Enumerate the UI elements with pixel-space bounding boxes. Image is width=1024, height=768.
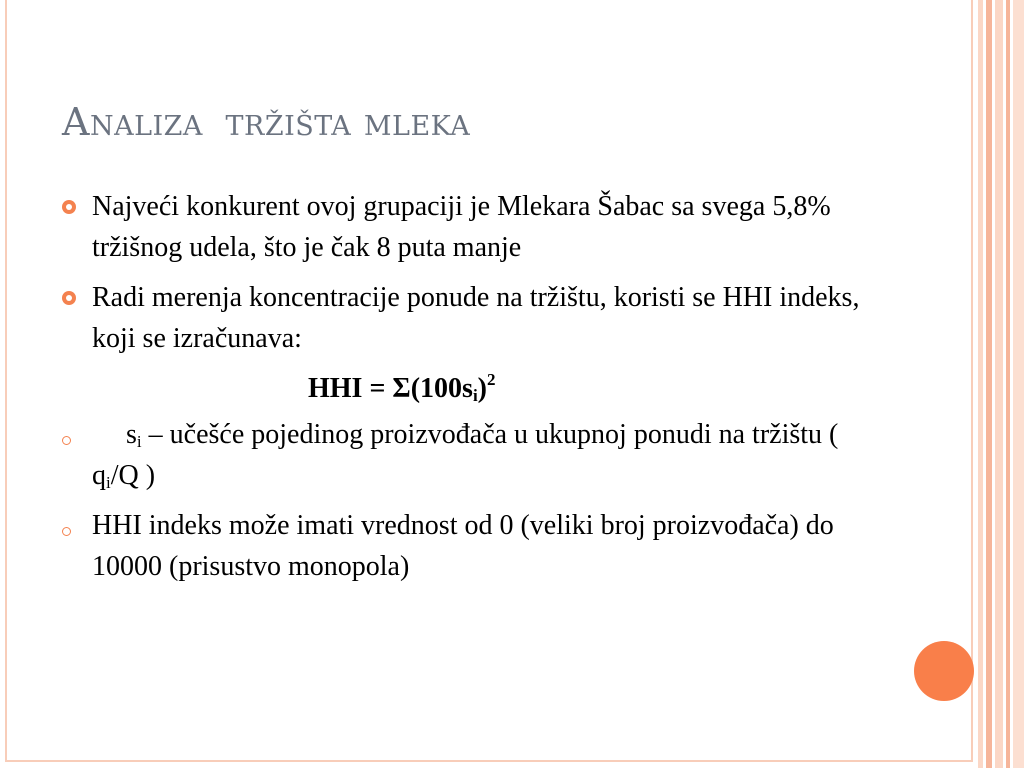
slide-content xyxy=(62,186,892,596)
bullet-ring-icon xyxy=(62,436,71,445)
bullet-text: HHI indeks može imati vrednost od 0 (veliki broj proizvođača) do 10000 (prisustvo monopola) xyxy=(92,510,834,582)
sub-bullet-item-1: $s_i$ – učešće pojedinog proizvođača u ukupnoj ponudi na tržištu ( $q_i/Q$ ) xyxy=(62,414,892,496)
bullet-ring-icon xyxy=(62,527,71,536)
bullet-text: Radi merenja koncentracije ponude na tržištu, koristi se HHI indeks, koji se izračunava: xyxy=(92,282,860,354)
sub-bullet-item-2 xyxy=(62,505,892,587)
decorative-circle-icon xyxy=(914,641,974,701)
title-word-1: Analiza xyxy=(62,100,203,144)
title-word-2: tržišta mleka xyxy=(225,100,471,144)
bullet-text: Najveći konkurent ovoj grupaciji je Mlekara Šabac sa svega 5,8% tržišnog udela, što je čak 8 puta manje xyxy=(92,191,831,263)
bullet-disc-icon xyxy=(62,291,76,305)
bullet-disc-icon xyxy=(62,200,76,214)
decorative-stripes xyxy=(978,0,1024,768)
slide-title xyxy=(62,100,470,144)
bullet-item-1 xyxy=(62,186,892,268)
bullet-item-2 xyxy=(62,277,892,359)
hhi-formula: HHI = $\Sigma(100s_i)^2$ xyxy=(308,370,496,405)
